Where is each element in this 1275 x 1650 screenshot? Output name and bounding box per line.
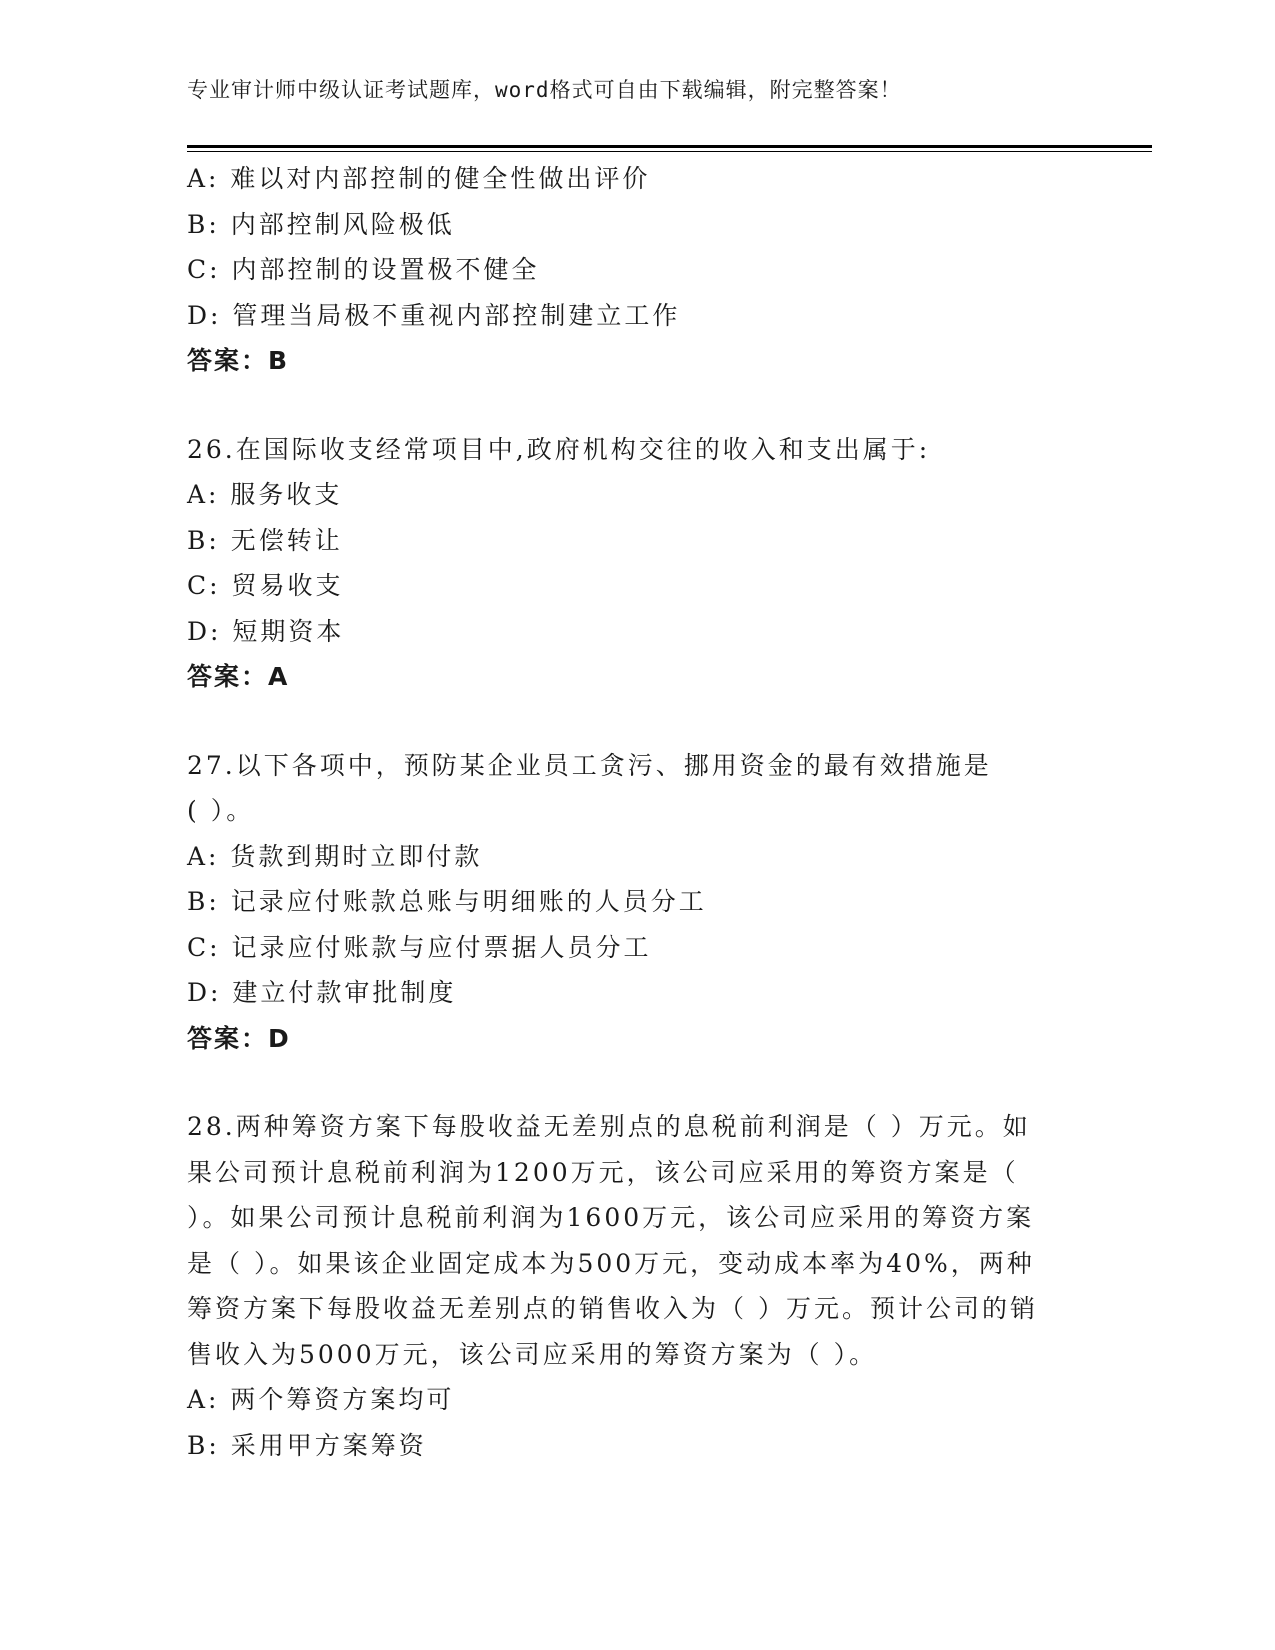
question-stem: 果公司预计息税前利润为1200万元，该公司应采用的筹资方案是（ [187,1157,1019,1187]
option-d: D: 管理当局极不重视内部控制建立工作 [187,300,681,330]
question-stem: 是（ ）。如果该企业固定成本为500万元，变动成本率为40%，两种 [187,1248,1035,1278]
question-block [187,743,1087,1062]
question-stem: 27.以下各项中，预防某企业员工贪污、挪用资金的最有效措施是 [187,750,992,780]
answer-line: 答案：A [187,662,290,691]
option-a: A: 货款到期时立即付款 [187,841,483,871]
question-list [187,156,1087,1468]
question-block [187,1104,1087,1468]
answer-line: 答案：B [187,346,290,375]
option-a: A: 服务收支 [187,480,343,509]
question-stem: 售收入为5000万元，该公司应采用的筹资方案为（ ）。 [187,1339,878,1369]
option-a: A: 两个筹资方案均可 [187,1385,455,1414]
question-stem: 26.在国际收支经常项目中,政府机构交往的收入和支出属于: [187,434,931,464]
page-header: 专业审计师中级认证考试题库，word格式可自由下载编辑，附完整答案！ [187,78,902,102]
option-b: B: 内部控制风险极低 [187,209,455,239]
question-stem: 筹资方案下每股收益无差别点的销售收入为（ ）万元。预计公司的销 [187,1294,1038,1323]
question-stem: ）。如果公司预计息税前利润为1600万元，该公司应采用的筹资方案 [187,1203,1035,1232]
answer-line: 答案：D [187,1023,291,1053]
option-a: A: 难以对内部控制的健全性做出评价 [187,164,651,193]
option-b: B: 无偿转让 [187,525,343,555]
option-c: C: 内部控制的设置极不健全 [187,255,540,284]
header-rule-thin [187,151,1152,152]
question-block [187,156,1087,384]
header-rule-thick [187,145,1152,148]
option-c: C: 记录应付账款与应付票据人员分工 [187,932,652,962]
option-b: B: 采用甲方案筹资 [187,1430,427,1460]
question-stem: ( ）。 [187,796,255,825]
question-block [187,427,1087,700]
question-stem: 28.两种筹资方案下每股收益无差别点的息税前利润是（ ）万元。如 [187,1112,1031,1141]
option-d: D: 短期资本 [187,616,345,646]
option-b: B: 记录应付账款总账与明细账的人员分工 [187,887,707,916]
option-d: D: 建立付款审批制度 [187,978,457,1007]
option-c: C: 贸易收支 [187,571,344,600]
